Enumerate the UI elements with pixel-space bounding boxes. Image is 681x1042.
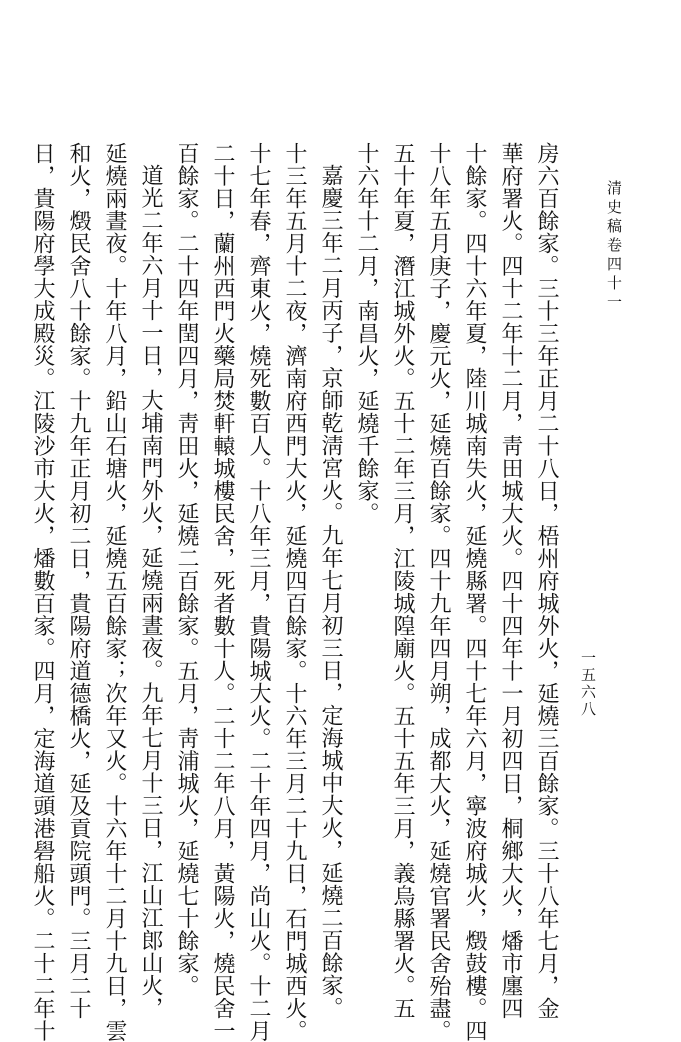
text-column: 十六年十二月，南昌火，延燒千餘家。: [354, 142, 379, 525]
text-column: 五十年夏，潛江城外火。五十二年三月，江陵城隍廟火。五十五年三月，義烏縣署火。五: [390, 142, 415, 1020]
page-number: 一五六八: [579, 650, 597, 718]
text-column: 延燒兩晝夜。十年八月，鉛山石塘火，延燒五百餘家；次年又火。十六年十二月十九日，雲: [102, 142, 127, 1042]
text-column: 和火，燬民舍八十餘家。十九年正月初二日，貴陽府道德橋火，延及貢院頭門。三月二十: [66, 142, 91, 1020]
text-column: 十餘家。四十六年夏，陸川城南失火，延燒縣署。四十七年六月，寧波府城火，燬鼓樓。四: [462, 142, 487, 1042]
text-column: 百餘家。二十四年閏四月，靑田火，延燒二百餘家。五月，靑浦城火，延燒七十餘家。: [174, 142, 199, 997]
text-column: 二十日，蘭州西門火藥局焚軒轅城樓民舍，死者數十人。二十二年八月，黃陽火，燒民舍一: [210, 142, 235, 1042]
text-column: 十三年五月十二夜，濟南府西門大火，延燒四百餘家。十六年三月二十九日，石門城西火。: [282, 142, 307, 1042]
text-column: 十八年五月庚子，慶元火，延燒百餘家。四十九年四月朔，成都大火，延燒官署民舍殆盡。: [426, 142, 451, 1042]
text-column: 房六百餘家。三十三年正月二十八日，梧州府城外火，延燒三百餘家。三十八年七月，金: [534, 142, 559, 1020]
text-column: 華府署火。四十二年十二月，靑田城大火。四十四年十一月初四日，桐鄉大火，燔市廛四: [498, 142, 523, 1020]
text-column: 嘉慶三年二月丙子，京師乾淸宮火。九年七月初三日，定海城中大火，延燒二百餘家。: [318, 164, 343, 1019]
running-title: 清史稿卷四十一: [605, 180, 623, 313]
vertical-text-body: [30, 142, 564, 1042]
text-column: 日，貴陽府學大成殿災。江陵沙市大火，燔數百家。四月，定海道頭港礐船火。二十二年十: [30, 142, 55, 1042]
text-column: 道光二年六月十一日，大埔南門外火，延燒兩晝夜。九年七月十三日，江山江郎山火，: [138, 164, 163, 1019]
text-column: 十七年春，齊東火，燒死數百人。十八年三月，貴陽城大火。二十年四月，尚山火。十二月: [246, 142, 271, 1042]
